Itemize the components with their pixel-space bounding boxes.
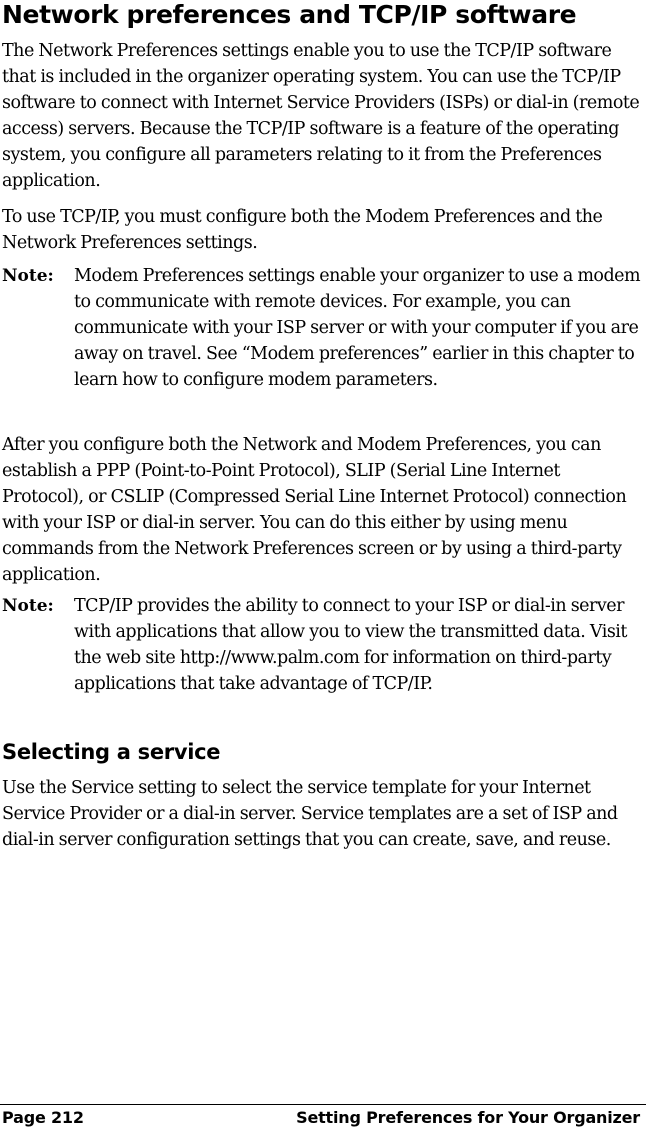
section-heading: Selecting a service [2, 740, 221, 764]
connection-paragraph: After you configure both the Network and Modem Preferences, you can establish a PPP (Point-to-Point Protocol), SLIP (Serial Line Internet Protocol), or CSLIP (Compressed Serial Line Internet Protocol) connection with your ISP or dial-in server. You can do this either by using menu commands from the Network Preferences screen or by using a third-party application. [2, 435, 627, 585]
note-tcpip: TCP/IP provides the ability to connect to your ISP or dial-in server with applications that allow you to view the transmitted data. Visit the web site http://www.palm.com for information on third-party applications that take advantage of TCP/IP. [74, 596, 627, 694]
intro-paragraph: The Network Preferences settings enable you to use the TCP/IP software that is included in the organizer operating system. You can use the TCP/IP software to connect with Internet Service Providers (ISPs) or dial-in (remote access) servers. Because the TCP/IP software is a feature of the operating system, you configure all parameters relating to it from the Preferences application. [2, 41, 640, 191]
note-label: Note: [2, 266, 54, 286]
page-title: Network preferences and TCP/IP software [2, 0, 577, 29]
page-number: Page 212 [2, 1108, 84, 1127]
chapter-title: Setting Preferences for Your Organizer [296, 1108, 640, 1127]
note-modem: Modem Preferences settings enable your organizer to use a modem to communicate with remote devices. For example, you can communicate with your ISP server or with your computer if you are away on travel. See “Modem preferences” earlier in this chapter to learn how to configure modem parameters. [74, 266, 641, 390]
requirements-paragraph: To use TCP/IP, you must configure both the Modem Preferences and the Network Preferences settings. [2, 207, 603, 253]
footer-divider [0, 1104, 646, 1105]
service-paragraph: Use the Service setting to select the service template for your Internet Service Provider or a dial-in server. Service templates are a set of ISP and dial-in server configuration settings that you can create, save, and reuse. [2, 778, 618, 850]
note-label: Note: [2, 596, 54, 616]
